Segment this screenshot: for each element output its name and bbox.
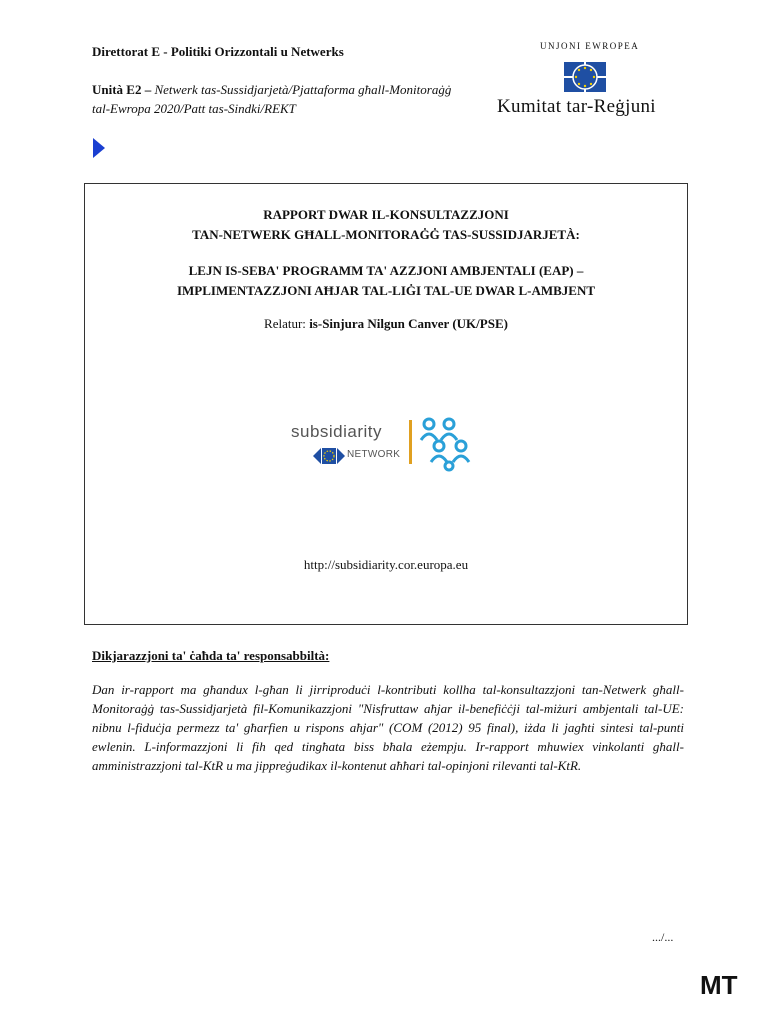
- unit-dash: –: [144, 82, 152, 97]
- unit-text: Netwerk tas-Sussidjarjetà/Pjattaforma għall-Monitoraġġ tal-Ewropa 2020/Patt tas-Sindki/REKT: [92, 82, 452, 116]
- network-logo-word: subsidiarity: [291, 422, 383, 441]
- rapporteur: [85, 316, 687, 332]
- bookmark-arrow-icon[interactable]: [93, 138, 105, 158]
- report-title-line1: RAPPORT DWAR IL-KONSULTAZZJONI: [263, 207, 509, 222]
- language-code: MT: [700, 970, 738, 1000]
- subsidiarity-network-logo: [285, 416, 485, 476]
- cover-box: [84, 183, 688, 625]
- rapporteur-name: is-Sinjura Nilgun Canver (UK/PSE): [309, 316, 508, 331]
- network-logo-sub: NETWORK: [347, 449, 401, 460]
- eu-label: UNJONI EWROPEA: [540, 41, 640, 51]
- committee-name: Kumitat tar-Reġjuni: [497, 96, 656, 117]
- unit-label: Unità E2: [92, 82, 142, 97]
- logo-divider: [409, 420, 412, 464]
- directorate-title: Direttorat E - Politiki Orizzontali u Netwerks: [92, 44, 344, 59]
- unit-description: [92, 80, 452, 118]
- people-network-icon: [417, 416, 479, 472]
- report-subtitle: [85, 261, 687, 301]
- report-subtitle-line1: LEJN IS-SEBA' PROGRAMM TA' AZZJONI AMBJENTALI (EAP) –: [188, 263, 584, 278]
- report-title: [85, 205, 687, 245]
- network-url-link[interactable]: http://subsidiarity.cor.europa.eu: [303, 557, 469, 572]
- rapporteur-label: Relatur:: [264, 316, 306, 331]
- report-subtitle-line2: IMPLIMENTAZZJONI AĦJAR TAL-LIĠI TAL-UE DWAR L-AMBJENT: [176, 283, 596, 298]
- continued-marker: .../...: [652, 930, 674, 944]
- eu-flag-diamond-icon: [313, 446, 345, 466]
- committee-of-regions-logo-icon: [560, 58, 610, 98]
- disclaimer-text: Dan ir-rapport ma għandux l-għan li jirriproduċi l-kontributi kollha tal-konsultazzjoni tan-Netwerk għall-Monitoraġġ tas-Sussidjarjetà fil-Komunikazzjoni "Nisfruttaw aħjar il-benefiċċji tal-miżuri ambjentali tal-UE: nibnu l-fiduċja permezz ta' għarfien u rispons aħjar" (COM (2012) 95 final), iżda li jagħti sintesi tal-punti ewlenin. L-informazzjoni li fih qed tingħata biss bħala eżempju. Ir-rapport mhuwiex vinkolanti għall-amministrazzjoni tal-KtR u ma jippreġudikax il-kontenut aħħari tal-opinjoni rilevanti tal-KtR.: [92, 682, 684, 773]
- disclaimer-heading: Dikjarazzjoni ta' ċaħda ta' responsabbiltà:: [92, 648, 330, 663]
- report-title-line2: TAN-NETWERK GĦALL-MONITORAĠĠ TAS-SUSSIDJARJETÀ:: [192, 227, 580, 242]
